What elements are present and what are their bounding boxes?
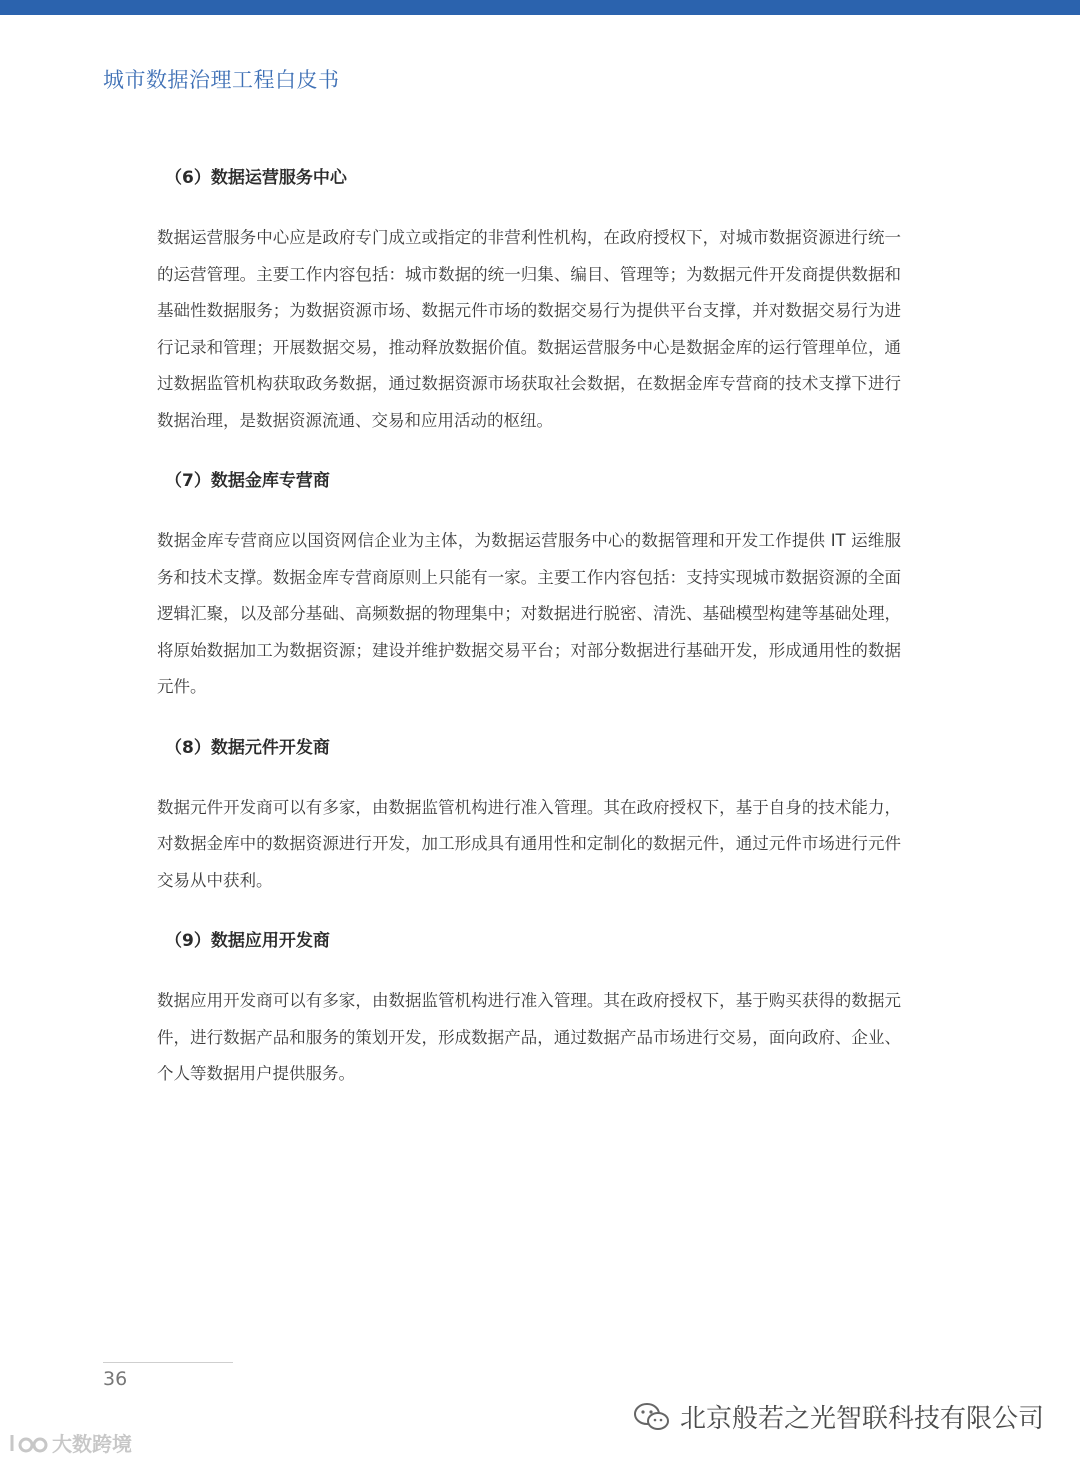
wechat-icon: [632, 1401, 672, 1433]
brand-name: 大数跨境: [52, 1432, 132, 1456]
document-title: 城市数据治理工程白皮书: [103, 68, 340, 92]
section-heading: （9）数据应用开发商: [165, 931, 330, 951]
company-name: 北京般若之光智联科技有限公司: [679, 1404, 1044, 1434]
section-paragraph: 数据金库专营商应以国资网信企业为主体，为数据运营服务中心的数据管理和开发工作提供 IT 运维服务和技术支撑。数据金库专营商原则上只能有一家。主要工作内容包括：支持实现城市数据资源的全面逻辑汇聚，以及部分基础、高频数据的物理集中；对数据进行脱密、清洗、基础模型构建等基础处理，将原始数据加工为数据资源；建设并维护数据交易平台；对部分数据进行基础开发，形成通用性的数据元件。: [157, 531, 901, 696]
top-accent-bar: [0, 0, 1080, 15]
section-heading: （7）数据金库专营商: [165, 471, 330, 491]
section-paragraph: 数据元件开发商可以有多家，由数据监管机构进行准入管理。其在政府授权下，基于自身的技术能力，对数据金库中的数据资源进行开发，加工形成具有通用性和定制化的数据元件，通过元件市场进行元件交易从中获利。: [157, 797, 901, 890]
page-number: 36: [103, 1368, 128, 1390]
section-heading: （8）数据元件开发商: [165, 737, 330, 758]
section-heading: （6）数据运营服务中心: [165, 168, 347, 188]
section-9: [157, 923, 901, 1093]
brand-watermark: [8, 1428, 132, 1457]
section-8: [157, 730, 901, 900]
section-paragraph: 数据应用开发商可以有多家，由数据监管机构进行准入管理。其在政府授权下，基于购买获得的数据元件，进行数据产品和服务的策划开发，形成数据产品，通过数据产品市场进行交易，面向政府、企业、个人等数据用户提供服务。: [157, 991, 901, 1083]
page-number-divider: [103, 1362, 233, 1363]
company-watermark: [632, 1398, 1044, 1435]
main-content: [157, 160, 901, 1117]
section-paragraph: 数据运营服务中心应是政府专门成立或指定的非营利性机构，在政府授权下，对城市数据资源进行统一的运营管理。主要工作内容包括：城市数据的统一归集、编目、管理等；为数据元件开发商提供数据和基础性数据服务；为数据资源市场、数据元件市场的数据交易行为提供平台支撑，并对数据交易行为进行记录和管理；开展数据交易，推动释放数据价值。数据运营服务中心是数据金库的运行管理单位，通过数据监管机构获取政务数据，通过数据资源市场获取社会数据，在数据金库专营商的技术支撑下进行数据治理，是数据资源流通、交易和应用活动的枢纽。: [157, 228, 901, 430]
brand-logo-icon: [8, 1431, 48, 1455]
section-6: [157, 160, 901, 439]
section-7: [157, 463, 901, 706]
